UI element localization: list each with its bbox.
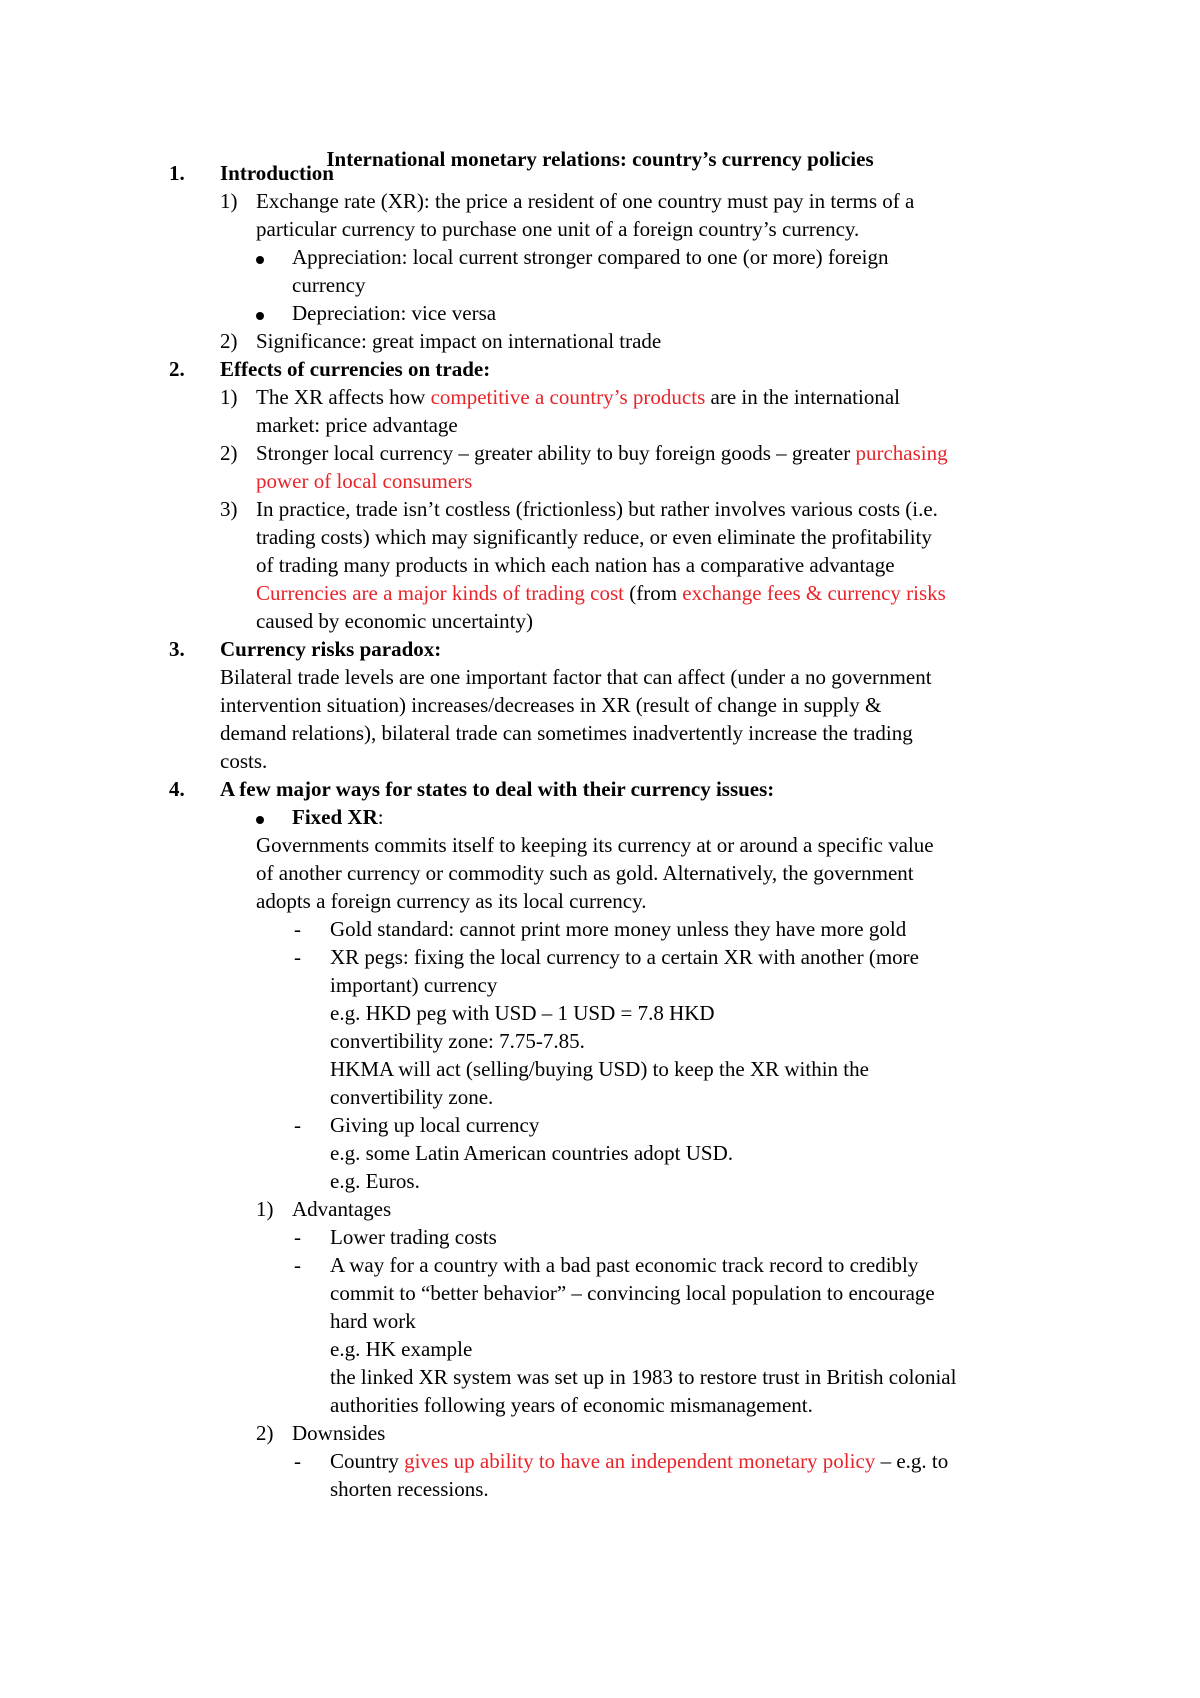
dash-item-text: A way for a country with a bad past economic track record to credibly [330, 1253, 919, 1277]
dash-item-text: authorities following years of economic mismanagement. [330, 1393, 813, 1417]
highlight-text: gives up ability to have an independent monetary policy [404, 1449, 876, 1473]
paragraph-line: particular currency to purchase one unit of a foreign country’s currency. [256, 217, 860, 241]
dash-item-text: hard work [330, 1309, 416, 1333]
bullet-text: currency [292, 273, 366, 297]
paragraph-line: Exchange rate (XR): the price a resident of one country must pay in terms of a [256, 189, 915, 213]
dash-item-text: important) currency [330, 973, 498, 997]
paragraph-line: adopts a foreign currency as its local currency. [256, 889, 647, 913]
paragraph-line [256, 440, 948, 468]
dash-item-text: e.g. HKD peg with USD – 1 USD = 7.8 HKD [330, 1001, 715, 1025]
dash-item-text: Gold standard: cannot print more money unless they have more gold [330, 917, 907, 941]
list-number: 1) [220, 189, 238, 213]
list-number: 2) [220, 441, 238, 465]
dash-item-text: XR pegs: fixing the local currency to a certain XR with another (more [330, 945, 919, 969]
document-title: International monetary relations: country’s currency policies [326, 147, 874, 171]
paragraph-line: Bilateral trade levels are one important factor that can affect (under a no government [220, 665, 932, 689]
paragraph-line: Significance: great impact on international trade [256, 329, 662, 353]
highlight-text: power of local consumers [256, 469, 473, 493]
paragraph-line: Governments commits itself to keeping its currency at or around a specific value [256, 833, 934, 857]
dash-marker: - [294, 1449, 301, 1473]
section-2-heading: Effects of currencies on trade: [220, 357, 491, 381]
text-run: Stronger local currency – greater ability to buy foreign goods – greater [256, 441, 856, 465]
bullet-icon [256, 816, 264, 824]
section-4-number: 4. [169, 777, 185, 801]
subsection-heading: Advantages [292, 1197, 392, 1221]
paragraph-line: market: price advantage [256, 413, 458, 437]
dash-item-text: the linked XR system was set up in 1983 to restore trust in British colonial [330, 1365, 957, 1389]
paragraph-line [256, 384, 900, 412]
dash-item-text: e.g. HK example [330, 1337, 473, 1361]
dash-item-text: e.g. some Latin American countries adopt USD. [330, 1141, 733, 1165]
highlight-text: exchange fees & currency risks [682, 581, 946, 605]
text-run: – e.g. to [875, 1449, 949, 1473]
paragraph-line: In practice, trade isn’t costless (frictionless) but rather involves various costs (i.e. [256, 497, 938, 521]
subsection-heading [292, 804, 384, 832]
section-1-number: 1. [169, 161, 185, 185]
bullet-icon [256, 256, 264, 264]
paragraph-line: demand relations), bilateral trade can sometimes inadvertently increase the trading [220, 721, 913, 745]
dash-item-text [330, 1448, 948, 1476]
dash-item-text: convertibility zone: 7.75-7.85. [330, 1029, 585, 1053]
paragraph-line: trading costs) which may significantly reduce, or even eliminate the profitability [256, 525, 932, 549]
highlight-text: competitive a country’s products [430, 385, 706, 409]
section-3-number: 3. [169, 637, 185, 661]
dash-item-text: shorten recessions. [330, 1477, 489, 1501]
text-run: are in the international [705, 385, 901, 409]
bullet-text: Depreciation: vice versa [292, 301, 497, 325]
section-4-heading: A few major ways for states to deal with their currency issues: [220, 777, 775, 801]
section-1-heading: Introduction [220, 161, 334, 185]
highlight-text: Currencies are a major kinds of trading cost [256, 581, 624, 605]
dash-item-text: convertibility zone. [330, 1085, 494, 1109]
highlight-text: purchasing [855, 441, 948, 465]
paragraph-line: caused by economic uncertainty) [256, 609, 533, 633]
paragraph-line [256, 580, 946, 608]
dash-item-text: e.g. Euros. [330, 1169, 420, 1193]
list-number: 2) [256, 1421, 274, 1445]
paragraph-line: intervention situation) increases/decreases in XR (result of change in supply & [220, 693, 882, 717]
subsection-heading: Downsides [292, 1421, 386, 1445]
text-run: (from [623, 581, 683, 605]
dash-marker: - [294, 1253, 301, 1277]
section-2-number: 2. [169, 357, 185, 381]
text-run: : [377, 805, 384, 829]
paragraph-line: of trading many products in which each nation has a comparative advantage [256, 553, 895, 577]
paragraph-line: of another currency or commodity such as gold. Alternatively, the government [256, 861, 914, 885]
list-number: 2) [220, 329, 238, 353]
dash-item-text: Lower trading costs [330, 1225, 497, 1249]
dash-item-text: Giving up local currency [330, 1113, 540, 1137]
list-number: 1) [256, 1197, 274, 1221]
text-run: Country [330, 1449, 405, 1473]
bullet-icon [256, 312, 264, 320]
bullet-text: Appreciation: local current stronger compared to one (or more) foreign [292, 245, 889, 269]
dash-marker: - [294, 945, 301, 969]
section-3-heading: Currency risks paradox: [220, 637, 442, 661]
dash-marker: - [294, 1225, 301, 1249]
subsection-title: Fixed XR [292, 805, 378, 829]
dash-marker: - [294, 1113, 301, 1137]
dash-marker: - [294, 917, 301, 941]
list-number: 3) [220, 497, 238, 521]
text-run: The XR affects how [256, 385, 431, 409]
dash-item-text: commit to “better behavior” – convincing local population to encourage [330, 1281, 935, 1305]
dash-item-text: HKMA will act (selling/buying USD) to keep the XR within the [330, 1057, 869, 1081]
list-number: 1) [220, 385, 238, 409]
paragraph-line: costs. [220, 749, 268, 773]
